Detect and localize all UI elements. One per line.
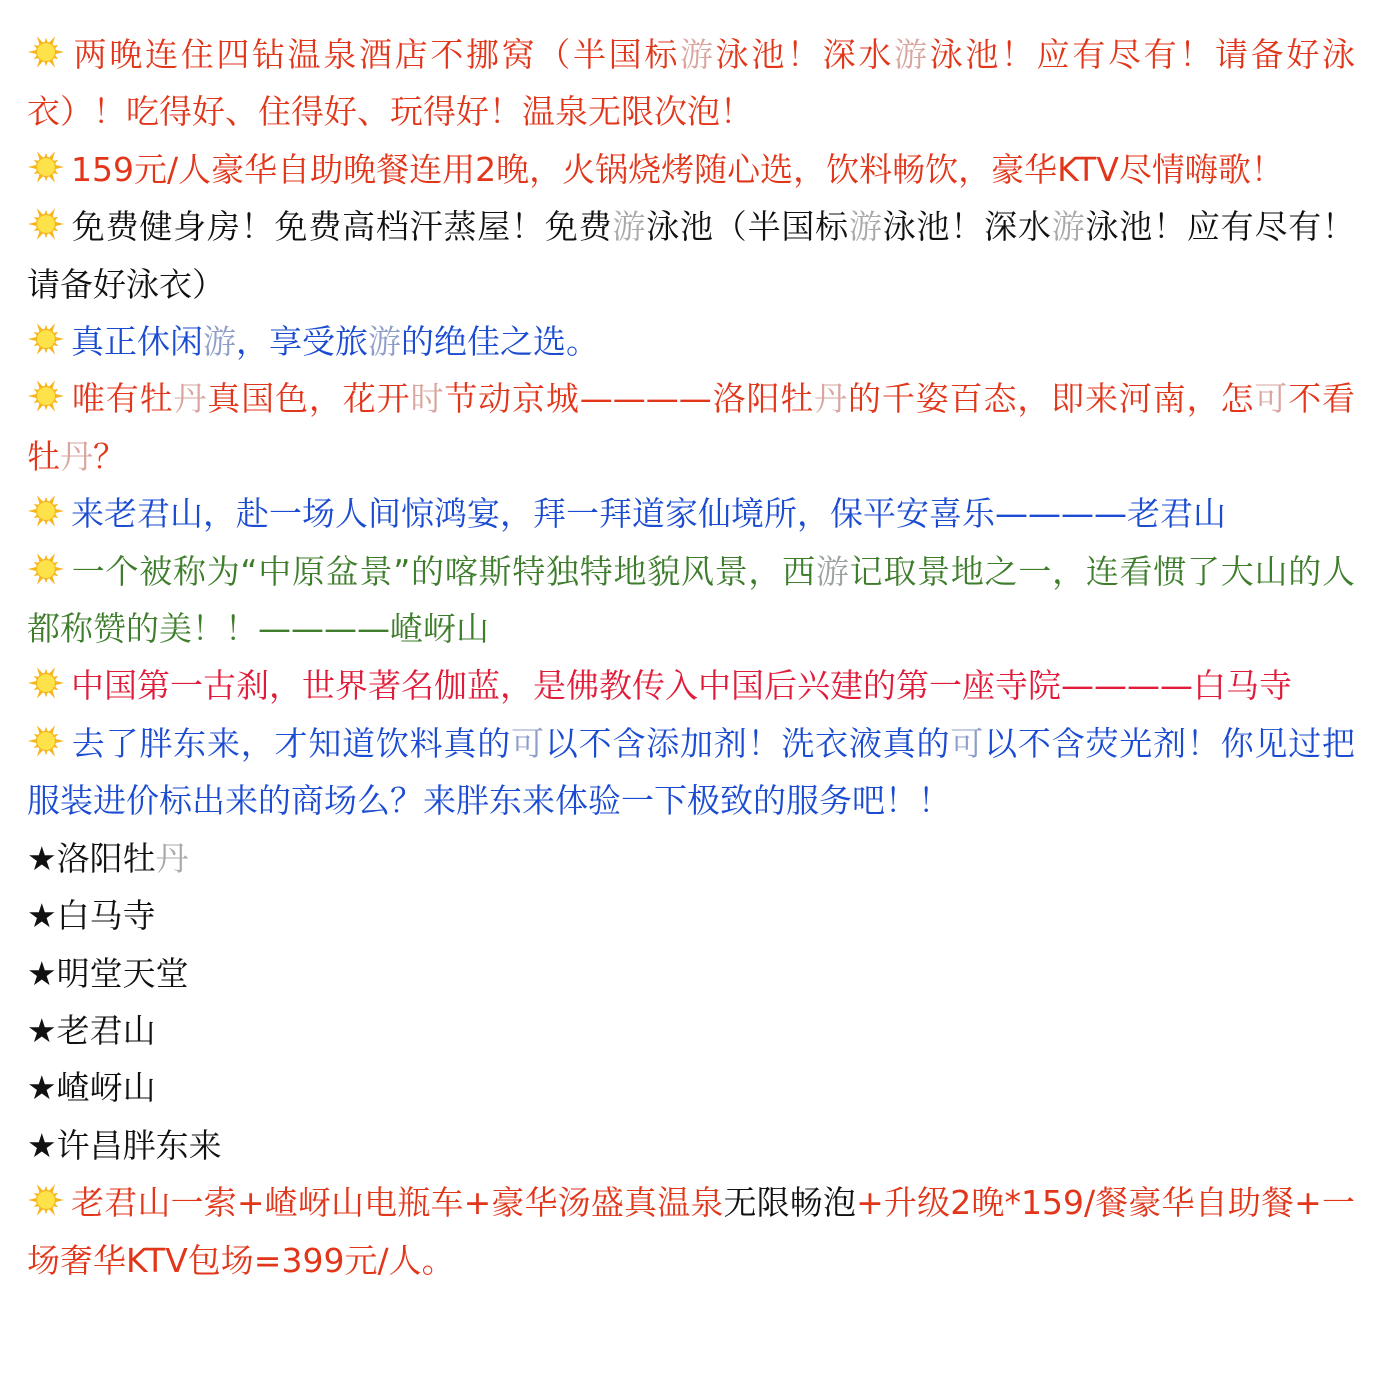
paragraph-text: 中国第一古刹，世界著名伽蓝，是佛教传入中国后兴建的第一座寺院————白马寺 xyxy=(71,666,1292,706)
sun-icon xyxy=(27,492,65,530)
paragraph-text: 游 xyxy=(815,551,850,591)
paragraph-text: 游 xyxy=(612,207,647,247)
bullet-paragraphs xyxy=(27,26,1355,830)
bullet-paragraph xyxy=(27,543,1355,658)
paragraph-text: 唯有牡 xyxy=(71,379,174,419)
attraction-name: ★许昌胖东来 xyxy=(27,1125,222,1165)
attraction-name: ★嵖岈山 xyxy=(27,1068,156,1108)
bullet-paragraph xyxy=(27,26,1355,141)
attraction-list-item xyxy=(27,1002,1355,1059)
promo-text-block xyxy=(27,26,1355,1289)
paragraph-text: 真正休闲 xyxy=(71,322,203,362)
paragraph-text: 以不含荧光剂！你见过把服装进价标出来的商场么？来胖东来体验一下极致的服务吧！！ xyxy=(27,723,1356,821)
bullet-paragraph xyxy=(27,715,1355,830)
sun-icon xyxy=(27,550,65,588)
sun-icon xyxy=(27,33,65,71)
paragraph-text: 游 xyxy=(203,322,236,362)
paragraph-text: 泳池！深水 xyxy=(882,207,1052,247)
paragraph-text: 可 xyxy=(1254,379,1289,419)
paragraph-text: 159元/人豪华自助晚餐连用2晚，火锅烧烤随心选，饮料畅饮，豪华KTV尽情嗨歌！ xyxy=(71,149,1284,189)
paragraph-text: 游 xyxy=(680,35,716,74)
paragraph-text: 真国色，花开 xyxy=(207,379,411,419)
paragraph-text: 游 xyxy=(1051,207,1086,247)
attraction-list-item xyxy=(27,887,1355,944)
attraction-name: ★老君山 xyxy=(27,1010,156,1050)
attraction-name: ★明堂天堂 xyxy=(27,953,189,993)
bullet-paragraph xyxy=(27,313,1355,370)
sun-icon xyxy=(27,722,65,760)
price-summary-paragraph xyxy=(27,1174,1355,1289)
attraction-name: ★白马寺 xyxy=(27,896,156,936)
bullet-paragraph xyxy=(27,141,1355,198)
attraction-name: 丹 xyxy=(155,838,189,878)
paragraph-text: 一个被称为“中原盆景”的喀斯特独特地貌风景，西 xyxy=(71,551,816,591)
paragraph-text: 丹 xyxy=(60,436,93,476)
paragraph-text: 两晚连住四钻温泉酒店不挪窝（半国标 xyxy=(71,35,680,74)
paragraph-text: 泳池！应有尽有！请备好泳衣） xyxy=(27,207,1356,304)
attraction-list-item xyxy=(27,945,1355,1002)
paragraph-text: 去了胖东来，才知道饮料真的 xyxy=(71,723,512,763)
price-summary-text: 无限畅泡 xyxy=(723,1183,857,1223)
paragraph-text: 丹 xyxy=(814,379,849,419)
attraction-list-item xyxy=(27,1117,1355,1174)
paragraph-text: 免费健身房！免费高档汗蒸屋！免费 xyxy=(71,207,613,247)
paragraph-text: 可 xyxy=(511,723,545,763)
paragraph-text: 可 xyxy=(950,723,985,763)
paragraph-text: 泳池！深水 xyxy=(715,35,895,74)
paragraph-text: 丹 xyxy=(173,379,208,419)
paragraph-text: ，享受旅 xyxy=(236,322,368,362)
paragraph-text: 来老君山，赴一场人间惊鸿宴，拜一拜道家仙境所，保平安喜乐————老君山 xyxy=(71,494,1226,534)
sun-icon xyxy=(27,1181,65,1219)
paragraph-text: 游 xyxy=(848,207,883,247)
paragraph-text: 的千姿百态，即来河南，怎 xyxy=(848,379,1255,419)
price-summary-text: +升级2晚*159/餐豪华自助餐+一场奢华KTV包场=399元/人。 xyxy=(27,1183,1355,1280)
paragraph-text: 泳池（半国标 xyxy=(646,207,849,247)
paragraph-text: 时 xyxy=(410,379,445,419)
sun-icon xyxy=(27,377,65,415)
paragraph-text: 节动京城————洛阳牡 xyxy=(444,379,815,419)
paragraph-text: 泳池！应有尽有！请备好泳衣）！吃得好、住得好、玩得好！温泉无限次泡！ xyxy=(27,35,1356,132)
bullet-paragraph xyxy=(27,370,1355,485)
paragraph-text: 不看牡 xyxy=(27,379,1356,476)
paragraph-text: 游 xyxy=(894,35,930,74)
bullet-paragraph xyxy=(27,1174,1355,1289)
paragraph-text: 游 xyxy=(368,322,401,362)
bullet-paragraph xyxy=(27,198,1355,313)
sun-icon xyxy=(27,148,65,186)
paragraph-text: ？ xyxy=(93,436,126,476)
paragraph-text: 的绝佳之选。 xyxy=(401,322,599,362)
price-summary-text: 老君山一索+嵖岈山电瓶车+豪华汤盛真温泉 xyxy=(71,1183,724,1223)
bullet-paragraph xyxy=(27,657,1355,714)
attraction-list-item xyxy=(27,830,1355,887)
attraction-list-item xyxy=(27,1059,1355,1116)
sun-icon xyxy=(27,320,65,358)
attraction-list xyxy=(27,830,1355,1174)
sun-icon xyxy=(27,205,65,243)
paragraph-text: 记取景地之一，连看惯了大山的人都称赞的美！！————嵖岈山 xyxy=(27,551,1356,649)
paragraph-text: 以不含添加剂！洗衣液真的 xyxy=(544,723,951,763)
bullet-paragraph xyxy=(27,485,1355,542)
sun-icon xyxy=(27,664,65,702)
attraction-name: ★洛阳牡 xyxy=(27,838,156,878)
